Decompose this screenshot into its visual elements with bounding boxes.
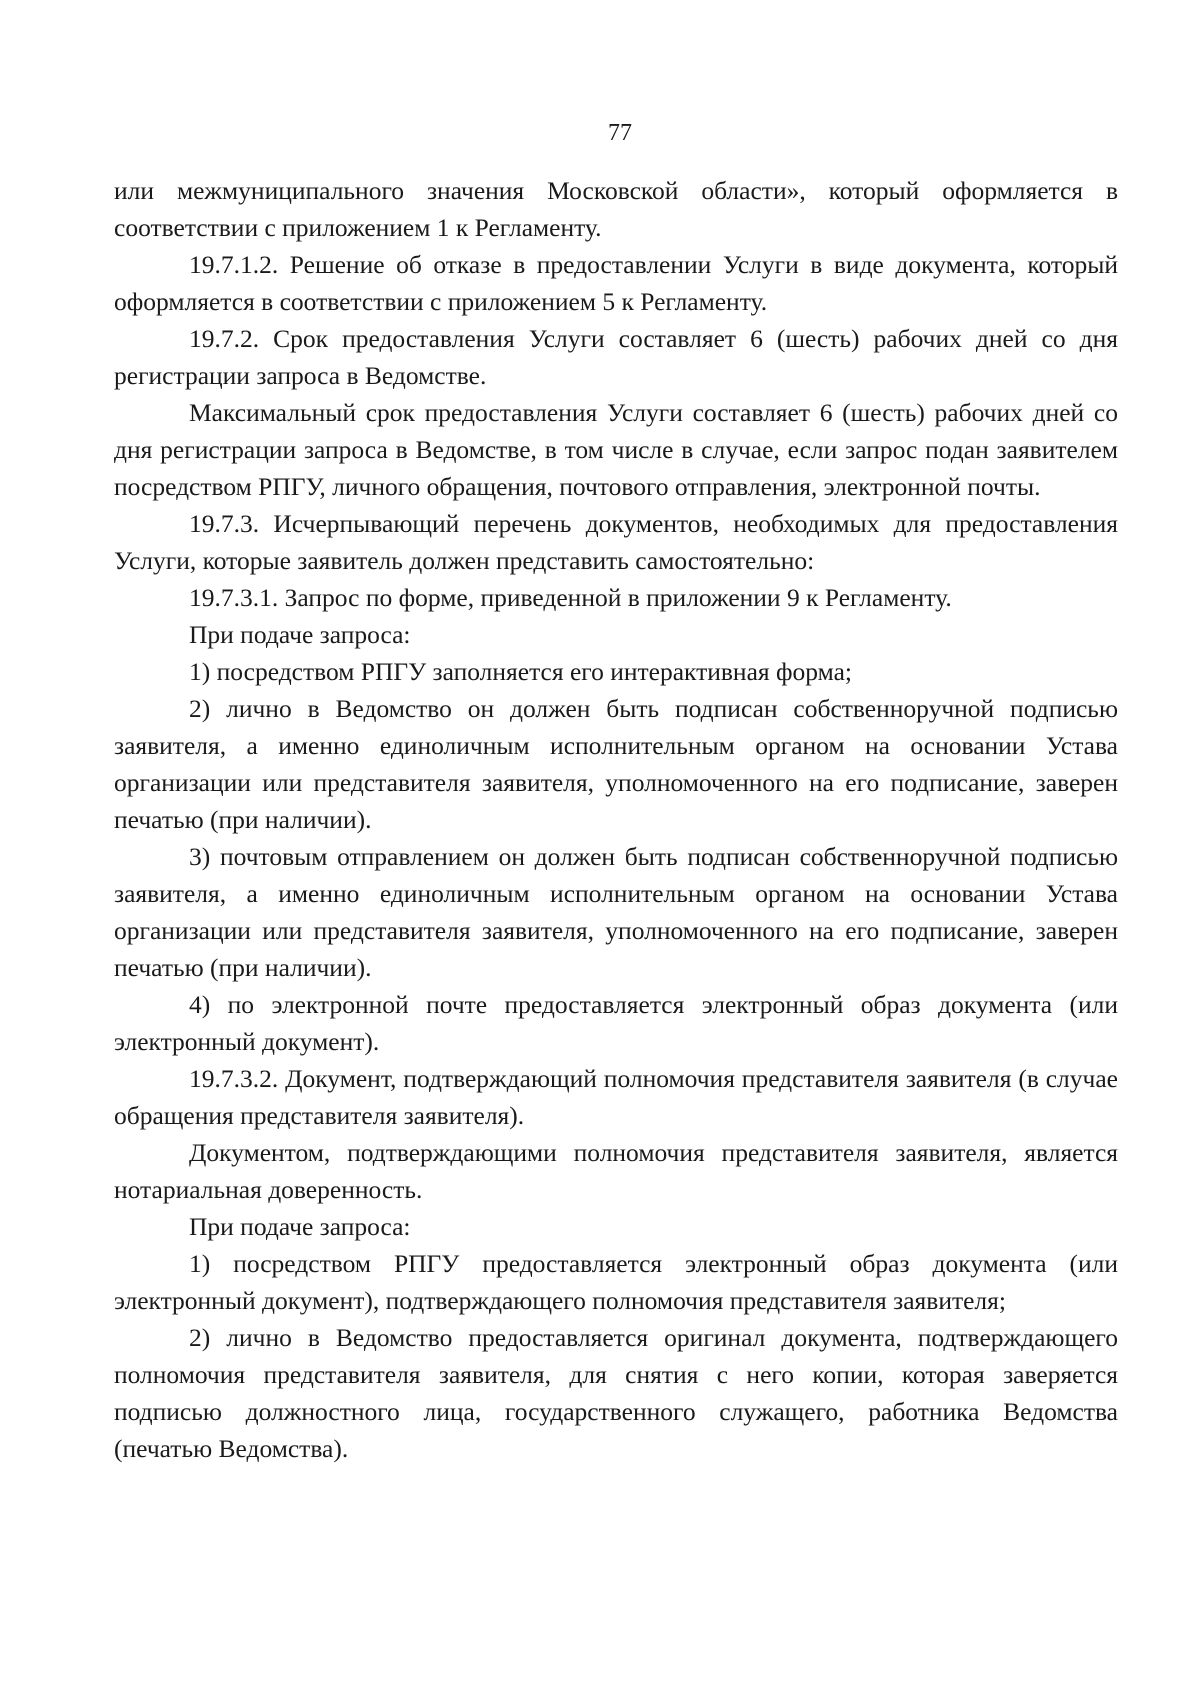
list-item: 1) посредством РПГУ предоставляется электронный образ документа (или электронный документ), подтверждающего полномочия представителя заявителя; (114, 1249, 1118, 1315)
paragraph: При подаче запроса: (189, 1212, 411, 1241)
list-item: 3) почтовым отправлением он должен быть подписан собственноручной подписью заявителя, а именно единоличным исполнительным органом на основании Устава организации или представителя заявителя, уполномоченного на его подписание, заверен печатью (при наличии). (114, 842, 1118, 982)
document-body (114, 172, 1118, 1467)
paragraph: Документом, подтверждающими полномочия представителя заявителя, является нотариальная доверенность. (114, 1138, 1118, 1204)
list-item: 1) посредством РПГУ заполняется его интерактивная форма; (189, 657, 852, 686)
page-number: 77 (608, 120, 632, 146)
list-item: 2) лично в Ведомство предоставляется оригинал документа, подтверждающего полномочия представителя заявителя, для снятия с него копии, которая заверяется подписью должностного лица, государственного служащего, работника Ведомства (печатью Ведомства). (114, 1323, 1118, 1463)
paragraph: 19.7.3.2. Документ, подтверждающий полномочия представителя заявителя (в случае обращения представителя заявителя). (114, 1064, 1118, 1130)
paragraph: 19.7.2. Срок предоставления Услуги составляет 6 (шесть) рабочих дней со дня регистрации запроса в Ведомстве. (114, 324, 1118, 390)
paragraph: При подаче запроса: (189, 620, 411, 649)
paragraph: или межмуниципального значения Московской области», который оформляется в соответствии с приложением 1 к Регламенту. (114, 176, 1118, 242)
paragraph: 19.7.3.1. Запрос по форме, приведенной в приложении 9 к Регламенту. (189, 583, 952, 612)
list-item: 2) лично в Ведомство он должен быть подписан собственноручной подписью заявителя, а именно единоличным исполнительным органом на основании Устава организации или представителя заявителя, уполномоченного на его подписание, заверен печатью (при наличии). (114, 694, 1118, 834)
paragraph: 19.7.3. Исчерпывающий перечень документов, необходимых для предоставления Услуги, которые заявитель должен представить самостоятельно: (114, 509, 1118, 575)
list-item: 4) по электронной почте предоставляется электронный образ документа (или электронный документ). (114, 990, 1118, 1056)
paragraph: 19.7.1.2. Решение об отказе в предоставлении Услуги в виде документа, который оформляется в соответствии с приложением 5 к Регламенту. (114, 250, 1118, 316)
paragraph: Максимальный срок предоставления Услуги составляет 6 (шесть) рабочих дней со дня регистрации запроса в Ведомстве, в том числе в случае, если запрос подан заявителем посредством РПГУ, личного обращения, почтового отправления, электронной почты. (114, 398, 1118, 501)
